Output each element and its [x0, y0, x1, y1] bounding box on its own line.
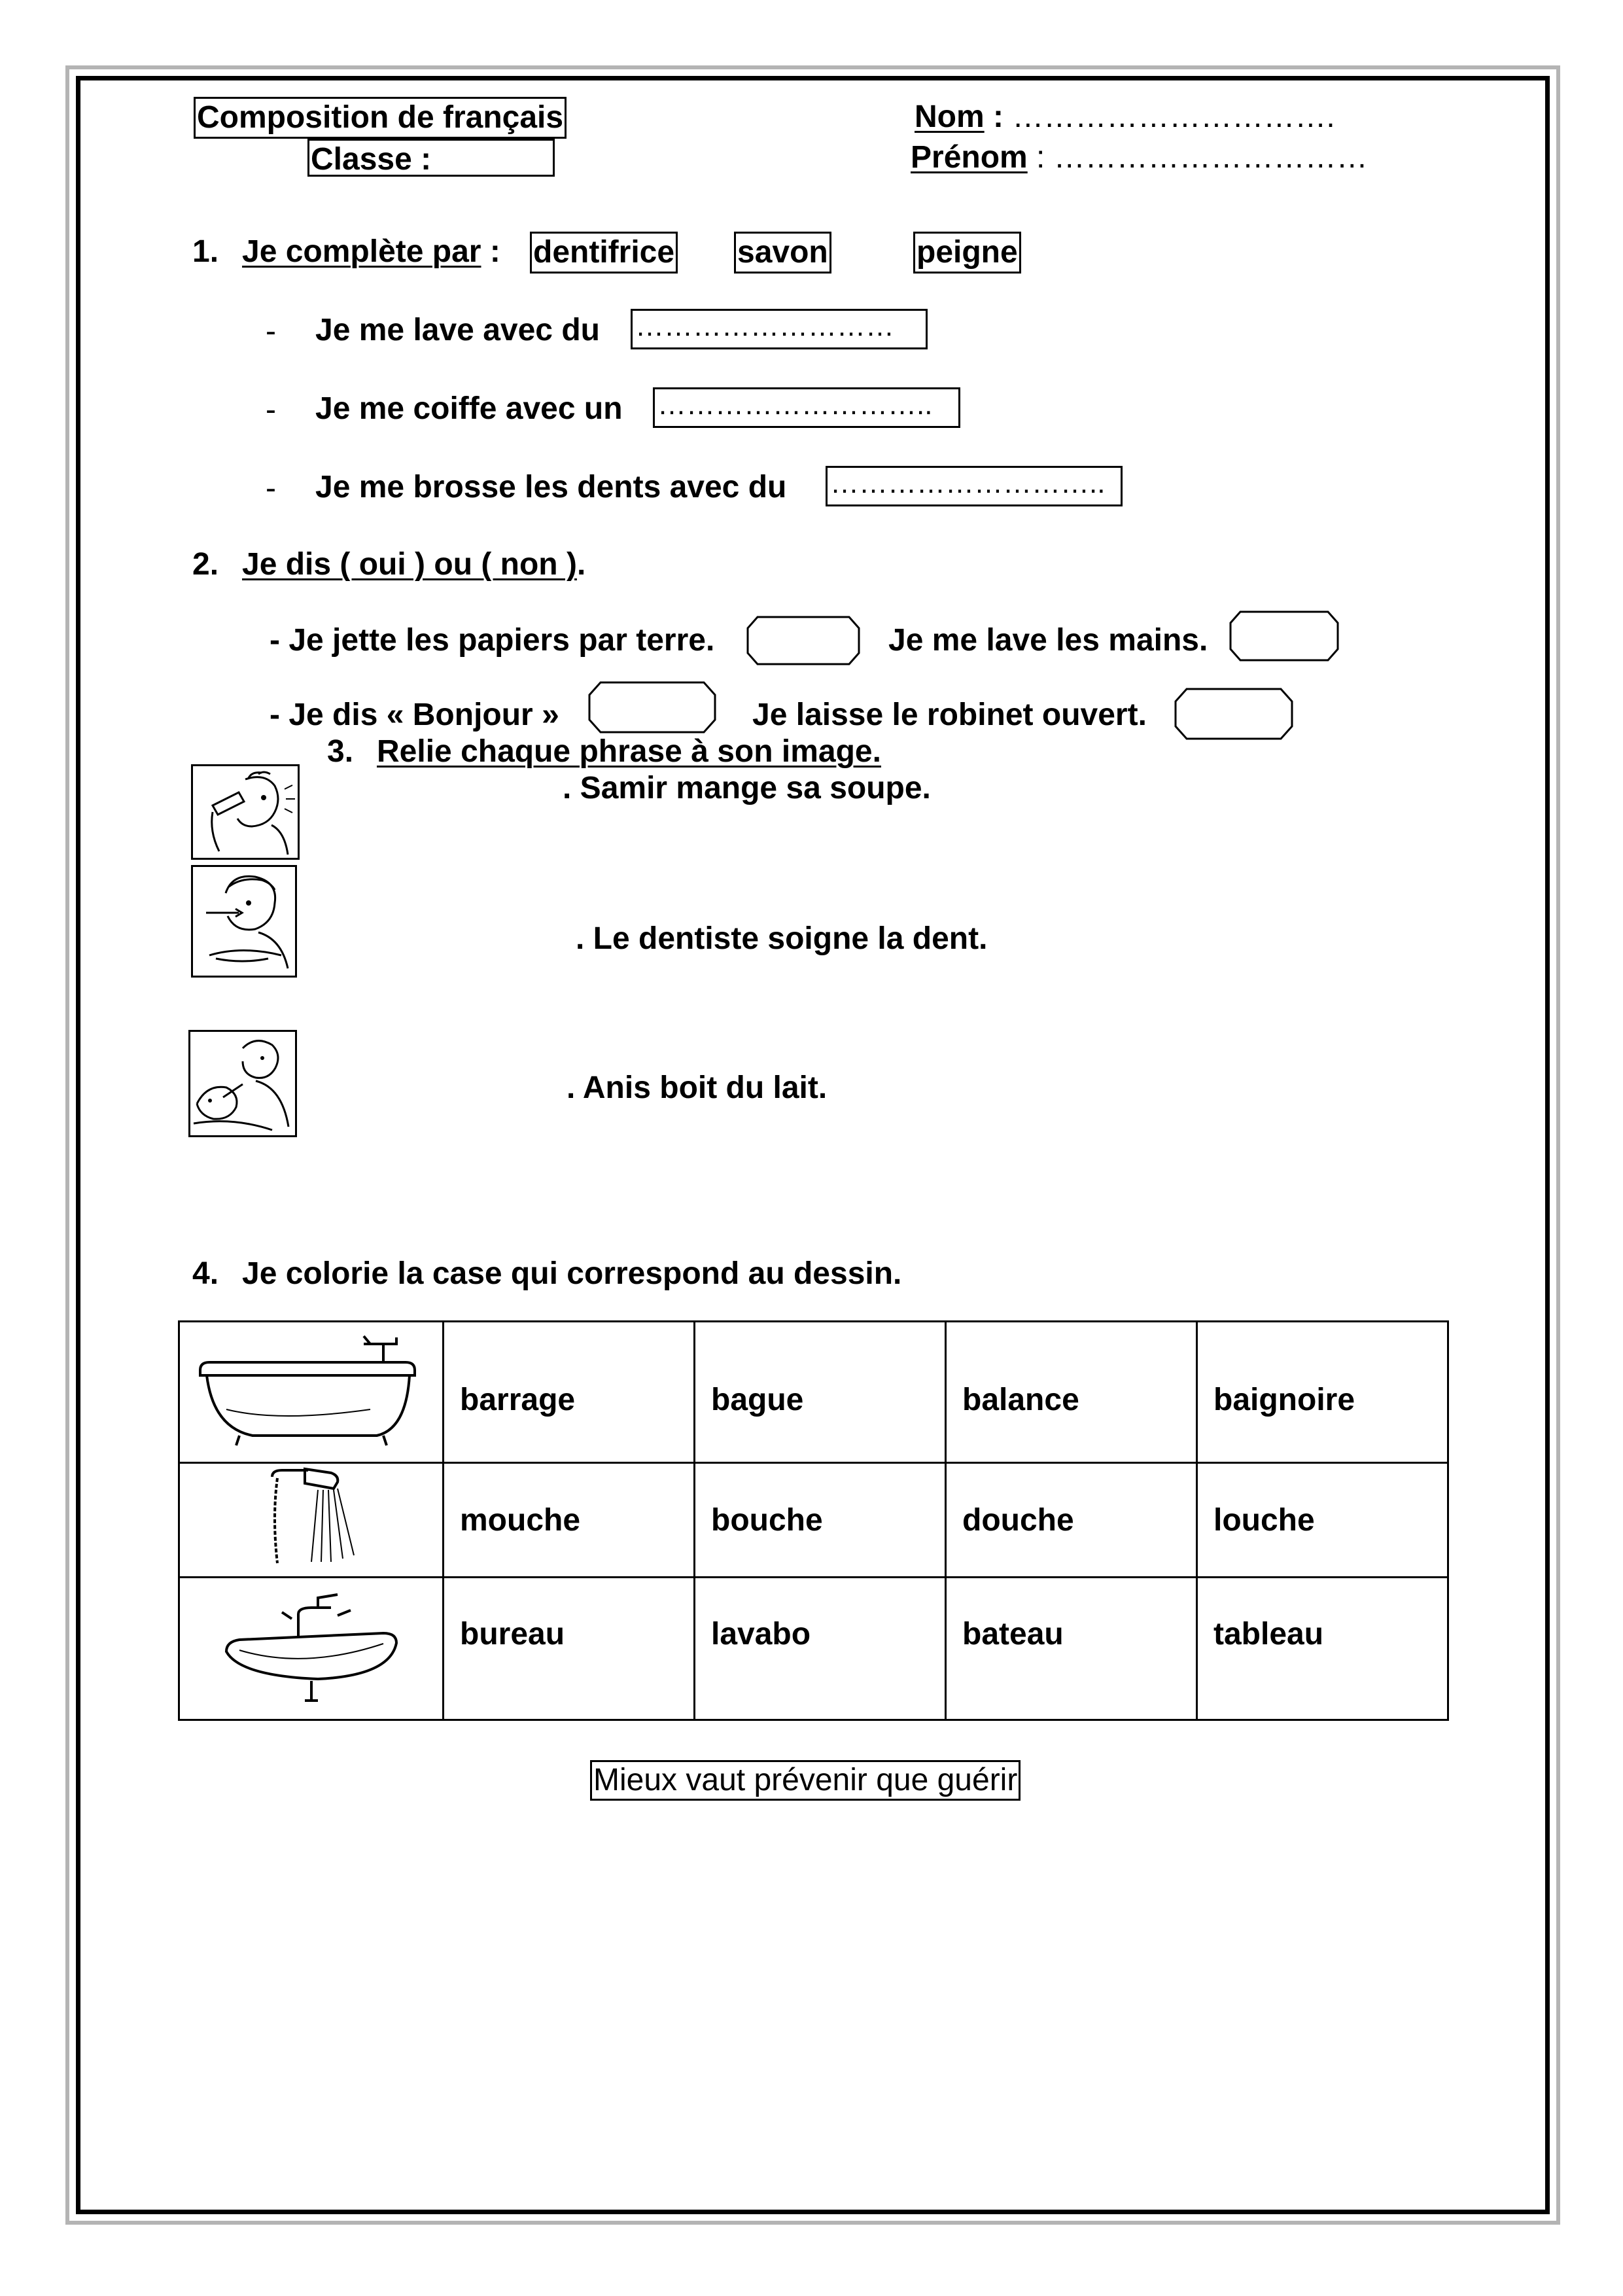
q1-word-savon: savon [734, 232, 831, 274]
q4-row-1-option-3[interactable]: balance [946, 1322, 1197, 1463]
q1-number: 1. [192, 234, 219, 269]
q1-item-2-text: Je me coiffe avec un [315, 391, 623, 426]
q4-row-2-option-1[interactable]: mouche [444, 1463, 695, 1578]
q2-item-1-text: - Je jette les papiers par terre. [270, 623, 715, 658]
prenom-blank[interactable]: ………………………… [1053, 140, 1368, 175]
q2-item-2-answer-box[interactable] [1229, 610, 1340, 662]
q1-word-peigne: peigne [913, 232, 1021, 274]
q4-row-3-option-2[interactable]: lavabo [695, 1578, 946, 1720]
classe-field [307, 139, 555, 177]
q1-item-1-answer-box[interactable]: ……………………… [631, 309, 928, 349]
nom-blank[interactable]: …………………………. [1012, 99, 1335, 134]
bathtub-icon [187, 1324, 436, 1453]
q1-item-1-bullet: - [266, 314, 276, 349]
q4-row-3-option-4[interactable]: tableau [1197, 1578, 1448, 1720]
q3-sentence-1: . Samir mange sa soupe. [563, 771, 931, 805]
q1-word-dentifrice: dentifrice [530, 232, 678, 274]
washbasin-icon [213, 1580, 410, 1710]
nom-label: Nom [915, 99, 985, 134]
q4-row-1-option-1[interactable]: barrage [444, 1322, 695, 1463]
q4-row-2-option-3[interactable]: douche [946, 1463, 1197, 1578]
prenom-label: Prénom [911, 140, 1028, 175]
q4-row-2-image-cell [179, 1463, 444, 1578]
q4-table [178, 1320, 1449, 1721]
q4-row-2-option-4[interactable]: louche [1197, 1463, 1448, 1578]
prenom-colon: : [1027, 140, 1054, 175]
q1-item-2-bullet: - [266, 393, 276, 427]
nom-field [915, 98, 1335, 136]
q4-row-1-option-4[interactable]: baignoire [1197, 1322, 1448, 1463]
q4-instruction: Je colorie la case qui correspond au dessin. [242, 1256, 902, 1291]
q3-sentence-2: . Le dentiste soigne la dent. [576, 921, 988, 956]
q2-number: 2. [192, 547, 219, 582]
q3-instruction: Relie chaque phrase à son image. [377, 734, 881, 769]
q2-heading [242, 546, 585, 584]
q1-item-3-bullet: - [266, 471, 276, 506]
q2-period: . [576, 547, 586, 582]
q2-item-3-answer-box[interactable] [587, 680, 717, 734]
proverb: Mieux vaut prévenir que guérir [590, 1760, 1021, 1801]
classe-label: Classe : [311, 142, 432, 177]
q1-item-1-text: Je me lave avec du [315, 313, 600, 347]
q2-item-4-text: Je laisse le robinet ouvert. [752, 698, 1147, 732]
q4-row-3 [179, 1578, 1448, 1720]
prenom-field [911, 139, 1368, 177]
q3-number: 3. [327, 734, 354, 769]
q1-item-3-answer-box[interactable]: ……………………….. [826, 466, 1123, 506]
q1-colon: : [481, 234, 500, 269]
drinking-child-icon[interactable] [191, 764, 300, 860]
q2-item-3-text: - Je dis « Bonjour » [270, 698, 559, 732]
q1-item-2-answer-box[interactable]: ……………………….. [653, 387, 960, 428]
q2-instruction: Je dis ( oui ) ou ( non ) [242, 547, 577, 582]
dentist-icon[interactable] [188, 1030, 297, 1137]
q1-heading [242, 233, 500, 271]
q4-row-3-image-cell [179, 1578, 444, 1720]
q4-row-3-option-3[interactable]: bateau [946, 1578, 1197, 1720]
q4-row-1-image-cell [179, 1322, 444, 1463]
q1-instruction: Je complète par [242, 234, 481, 269]
q4-row-1 [179, 1322, 1448, 1463]
q4-row-2-option-2[interactable]: bouche [695, 1463, 946, 1578]
q2-item-4-answer-box[interactable] [1174, 687, 1294, 741]
q1-item-3-text: Je me brosse les dents avec du [315, 470, 787, 504]
q2-item-1-answer-box[interactable] [746, 615, 861, 666]
q2-item-2-text: Je me lave les mains. [888, 623, 1208, 658]
q4-number: 4. [192, 1256, 219, 1291]
shower-icon [246, 1464, 377, 1568]
q4-row-1-option-2[interactable]: bague [695, 1322, 946, 1463]
eating-child-icon[interactable] [191, 865, 297, 978]
q4-row-2 [179, 1463, 1448, 1578]
q3-sentence-3: . Anis boit du lait. [567, 1070, 828, 1105]
document-title: Composition de français [194, 97, 567, 139]
nom-colon: : [984, 99, 1013, 134]
q4-row-3-option-1[interactable]: bureau [444, 1578, 695, 1720]
